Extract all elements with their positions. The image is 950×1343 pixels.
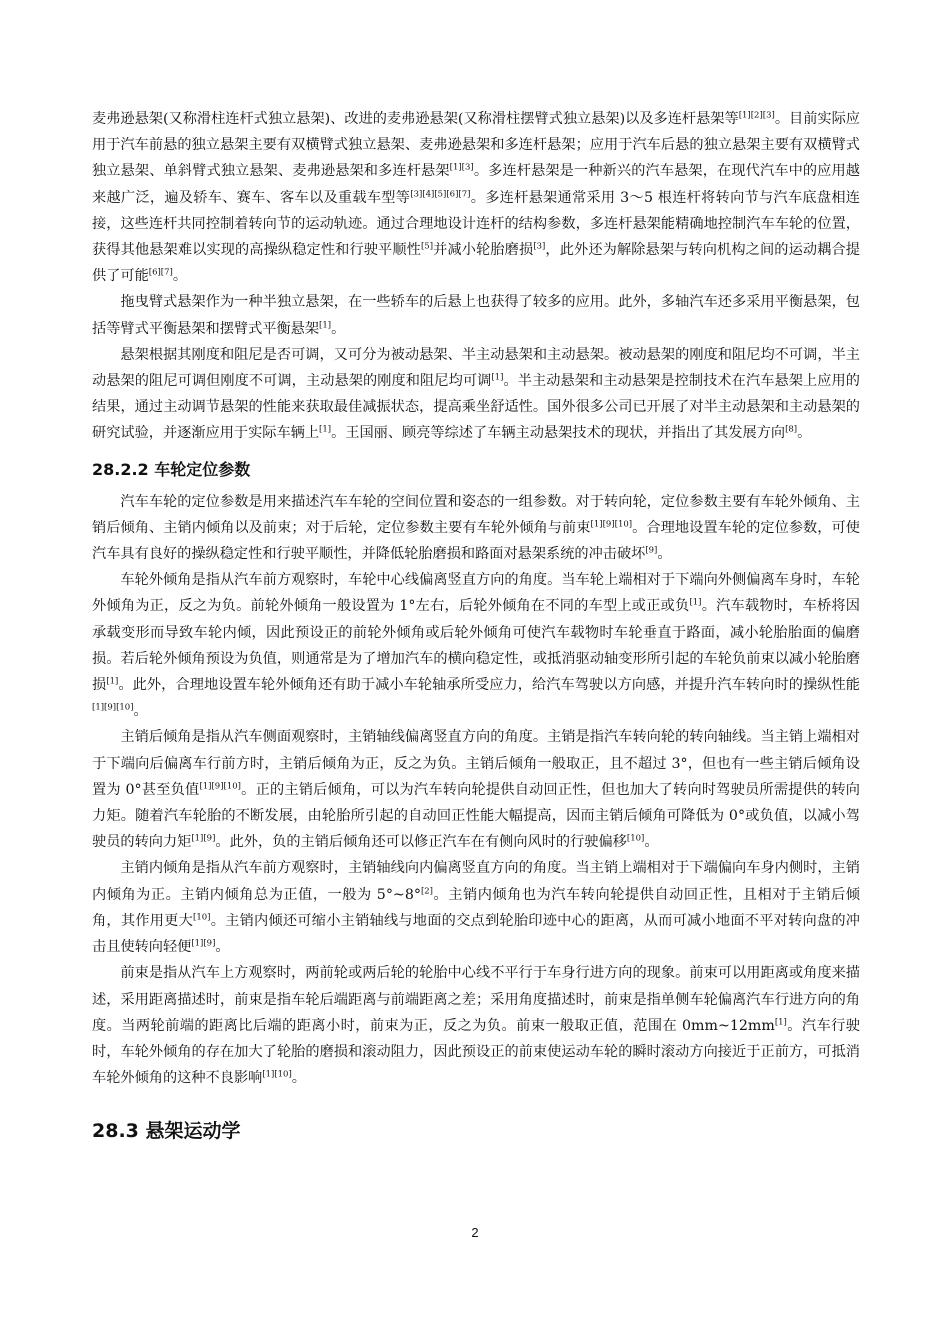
page-number: 2 (471, 1225, 479, 1240)
text-run: 主销内倾角是指从汽车前方观察时，主销轴线向内偏离竖直方向的角度。当主销上端相对于下端偏向车身内侧时，主销内倾角为正。主销内倾角总为正值，一般为 5°~8° (92, 860, 860, 903)
paragraph-kingpin-inclination (92, 855, 860, 960)
paragraph-active-suspension (92, 342, 860, 447)
citation: [1][9][10] (199, 781, 241, 792)
section-heading-kinematics: 28.3 悬架运动学 (92, 1120, 241, 1143)
text-run: 悬架根据其刚度和阻尼是否可调，又可分为被动悬架、半主动悬架和主动悬架。被动悬架的刚度和阻尼均不可调，半主动悬架的阻尼可调但刚度不可调，主动悬架的刚度和阻尼均可调 (92, 346, 860, 390)
text-run: 。此外，合理地设置车轮外倾角还有助于减小车轮轴承所受应力，给汽车驾驶以方向感，并提升汽车转向时的操纵性能 (118, 677, 860, 694)
text-run: 麦弗逊悬架(又称滑柱连杆式独立悬架)、改进的麦弗逊悬架(又称滑柱摆臂式独立悬架)以及多连杆悬架等 (92, 111, 739, 127)
text-run: 。 (331, 320, 346, 337)
text-run: 。多连杆悬架通常采用 3～5 根连杆将转向节与汽车底盘相连接，这些连杆共同控制着转向节的运动轨迹。通过合理地设计连杆的结构参数，多连杆悬架能精确地控制汽车车轮的位置，获得其他悬架难以实现的高操纵稳定性和行驶平顺性 (92, 189, 860, 259)
text-run: 。汽车行驶时，车轮外倾角的存在加大了轮胎的磨损和滚动阻力，因此预设正的前束使运动车轮的瞬时滚动方向接近于正前方，可抵消车轮外倾角的这种不良影响 (92, 1017, 860, 1087)
text-run: 。 (797, 425, 812, 442)
text-run: 并减小轮胎磨损 (433, 242, 534, 259)
citation: [2] (420, 885, 433, 896)
citation: [1] (319, 424, 332, 435)
citation: [3] (533, 241, 546, 252)
text-run: 。主销内倾角也为汽车转向轮提供自动回正性，且相对于主销后倾角，其作用更大 (92, 886, 860, 929)
text-run: ，此外还为解除悬架与转向机构之间的运动耦合提供了可能 (92, 242, 860, 285)
text-run: 汽车车轮的定位参数是用来描述汽车车轮的空间位置和姿态的一组参数。对于转向轮，定位参数主要有车轮外倾角、主销后倾角、主销内倾角以及前束；对于后轮，定位参数主要有车轮外倾角与前束 (92, 493, 860, 536)
citation: [1] (689, 597, 702, 608)
citation: [1][9][10] (590, 519, 633, 530)
citation: [1] (774, 1016, 787, 1027)
citation: [10] (626, 833, 645, 844)
citation: [5] (420, 241, 434, 252)
text-run: 。正的主销后倾角，可以为汽车转向轮提供自动回正性，但也加大了转向时驾驶员所需提供的转向力矩。随着汽车轮胎的不断发展，由轮胎所引起的自动回正性能大幅提高，因而主销后倾角可降低为 0°或负值，以减小驾驶员的转向力矩 (92, 781, 860, 851)
text-run: 。 (215, 939, 230, 956)
text-run: 。 (133, 703, 148, 720)
text-run: 主销后倾角是指从汽车侧面观察时，主销轴线偏离竖直方向的角度。主销是指汽车转向轮的转向轴线。当主销上端相对于下端向后偏离车行前方时，主销后倾角为正，反之为负。主销后倾角一般取正，且不超过 3°，但也有一些主销后倾角设置为 0°甚至负值 (92, 729, 860, 798)
paragraph-caster (92, 724, 860, 855)
paragraph-trailing-arm (92, 289, 860, 341)
citation: [1][10] (262, 1069, 292, 1080)
citation: [3][4][5][6][7] (410, 188, 471, 199)
citation: [1] (491, 372, 504, 383)
paragraph-camber (92, 567, 860, 724)
citation: [1][9] (191, 833, 216, 844)
text-run: 。半主动悬架和主动悬架是控制技术在汽车悬架上应用的结果，通过主动调节悬架的性能来获取最佳减振状态，提高乘坐舒适性。国外很多公司已开展了对半主动悬架和主动悬架的研究试验，并逐渐应用于实际车辆上 (92, 373, 860, 442)
text-run: 。 (172, 268, 188, 285)
text-run: 。目前实际应用于汽车前悬的独立悬架主要有双横臂式独立悬架、麦弗逊悬架和多连杆悬架；应用于汽车后悬的独立悬架主要有双横臂式独立悬架、单斜臂式独立悬架、麦弗逊悬架和多连杆悬架 (92, 111, 860, 180)
citation: [1] (106, 676, 119, 687)
text-run: 。 (657, 546, 672, 563)
text-run: 拖曳臂式悬架作为一种半独立悬架，在一些轿车的后悬上也获得了较多的应用。此外，多轴汽车还多采用平衡悬架，包括等臂式平衡悬架和摆臂式平衡悬架 (92, 294, 860, 337)
citation: [1][9][10] (92, 702, 134, 713)
citation: [1][2][3] (738, 110, 775, 121)
text-run: 车轮外倾角是指从汽车前方观察时，车轮中心线偏离竖直方向的角度。当车轮上端相对于下端向外侧偏离车身时，车轮外倾角为正，反之为负。前轮外倾角一般设置为 1°左右，后轮外倾角在不同的车型上或正或负 (92, 572, 860, 615)
text-run: 。多连杆悬架是一种新兴的汽车悬架，在现代汽车中的应用越来越广泛，遍及轿车、赛车、客车以及重载车型等 (92, 163, 860, 206)
citation: [1][3] (449, 162, 474, 173)
citation: [1][9] (191, 938, 216, 949)
document-body (92, 106, 860, 1145)
text-run: 。汽车载物时，车桥将因承载变形而导致车轮内倾，因此预设正的前轮外倾角或后轮外倾角可使汽车载物时车轮垂直于路面，减小轮胎胎面的偏磨损。若后轮外倾角预设为负值，则通常是为了增加汽车的横向稳定性，或抵消驱动轴变形所引起的车轮负前束以减小轮胎磨损 (92, 598, 860, 694)
citation: [8] (785, 424, 798, 435)
citation: [9] (645, 545, 658, 556)
text-run: 。 (291, 1070, 306, 1087)
text-run: 。 (644, 834, 659, 851)
paragraph-suspension-types (92, 106, 860, 289)
text-run: 。合理地设置车轮的定位参数，可使汽车具有良好的操纵稳定性和行驶平顺性，并降低轮胎磨损和路面对悬架系统的冲击破坏 (92, 519, 860, 563)
text-run: 。主销内倾还可缩小主销轴线与地面的交点到轮胎印迹中心的距离，从而可减小地面不平对转向盘的冲击且使转向轻便 (92, 912, 860, 956)
citation: [1] (319, 319, 332, 330)
citation: [10] (193, 912, 211, 923)
paragraph-toe (92, 960, 860, 1091)
text-run: 前束是指从汽车上方观察时，两前轮或两后轮的轮胎中心线不平行于车身行进方向的现象。前束可以用距离或角度来描述，采用距离描述时，前束是指车轮后端距离与前端距离之差；采用角度描述时，前束是指单侧车轮偏离汽车行进方向的角度。当两轮前端的距离比后端的距离小时，前束为正，反之为负。前束一般取正值，范围在 0mm~12mm (92, 965, 860, 1034)
citation: [6][7] (148, 267, 173, 278)
section-heading-wheel-alignment: 28.2.2 车轮定位参数 (92, 459, 251, 479)
paragraph-alignment-params (92, 489, 860, 568)
text-run: 。此外，负的主销后倾角还可以修正汽车在有侧向风时的行驶偏移 (215, 834, 627, 851)
text-run: 。王国丽、顾亮等综述了车辆主动悬架技术的现状，并指出了其发展方向 (331, 425, 786, 442)
